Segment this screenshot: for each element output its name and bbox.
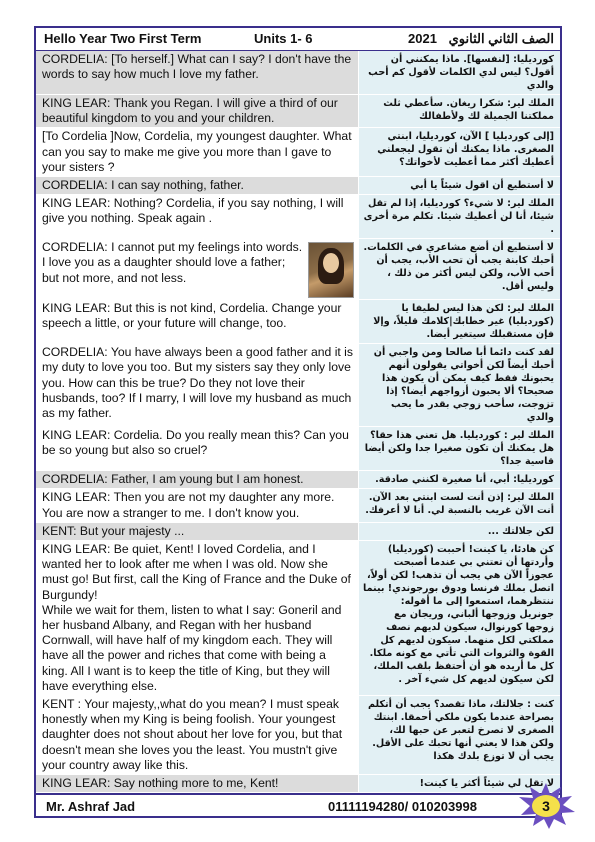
header-year: 2021 <box>408 31 437 46</box>
arabic-translation: الملك لير: لكن هذا ليس لطيفا يا (كورديليا) غير خطابك|كلامك قليلاً، وإلا فإن مستقبلك سيتغير أيضا. <box>358 300 560 343</box>
dialogue-row <box>36 51 560 95</box>
arabic-translation: لا أستطيع أن اقول شيئاً يا أبي <box>358 177 560 194</box>
dialogue-row <box>36 95 560 128</box>
header-units: Units 1- 6 <box>254 31 313 46</box>
arabic-translation: لقد كنت دائما أبا صالحا ومن واجبي أن أحبك أيضاً لكن أخواتي يقولون أنهم يحبونك فقط كيف يمكن أن يكون هذا صحيحا؟ ألا يحبون أزواجهم أيضا؟ إذا تزوجت، سأحب زوجي بقدر ما يحب والدي <box>358 344 560 426</box>
arabic-translation: لا أستطيع أن أضع مشاعري في الكلمات. أحبك كابنة يجب أن تحب الأب، يجب أن أحب الأب، ولكن ليس أكثر من ذلك ، وليس أقل. <box>358 239 560 299</box>
arabic-translation: كنت : جلالتك، ماذا تقصد؟ يجب أن أتكلم بصراحة عندما يكون ملكي أحمقا. ابنتك الصغرى لا تصرخ لتعبر عن حبها لك، ولكن هذا لا يعني أنها تحبك على الأقل. يجب أن لا توزع بلدك هكذا <box>358 696 560 774</box>
page-footer <box>36 793 560 818</box>
dialogue-row <box>36 239 560 300</box>
page-number-star <box>516 782 576 830</box>
arabic-translation: لا تقل لي شيئاً أكثر يا كينت! <box>358 775 560 792</box>
dialogue-row <box>36 300 560 344</box>
english-line: CORDELIA: I cannot put my feelings into words. I love you as a daughter should love a father; but not more, and not less. <box>42 240 303 285</box>
dialogue-row <box>36 523 560 541</box>
english-line: KING LEAR: But this is not kind, Cordelia. Change your speech a little, or your future will change, too. <box>42 301 342 331</box>
dialogue-row <box>36 195 560 239</box>
english-line: KING LEAR: Then you are not my daughter any more. You are now a stranger to me. I don't know you. <box>42 490 335 520</box>
arabic-translation: كورديليا: [لنفسها]. ماذا يمكنني أن أقول؟ ليس لدي الكلمات لأقول كم أحب والدي <box>358 51 560 94</box>
arabic-translation: لكن جلالتك ... <box>358 523 560 540</box>
arabic-translation: [إلى كورديليا ] الآن، كورديليا، ابنتي الصغرى. ماذا يمكنك أن تقول ليجعلني أعطيك أكثر مما أعطيت لأخواتك؟ <box>358 128 560 176</box>
dialogue-row <box>36 541 560 696</box>
arabic-translation: الملك لير: شكرا ريغان. سأعطي ثلث مملكتنا الجميلة لك ولأطفالك <box>358 95 560 127</box>
english-line: CORDELIA: I can say nothing, father. <box>36 177 358 194</box>
dialogue-row <box>36 471 560 489</box>
phone-numbers: 01111194280/ 010203998 <box>328 799 477 814</box>
page-header <box>36 28 560 52</box>
dialogue-row <box>36 696 560 775</box>
dialogue-row <box>36 344 560 427</box>
english-line: KING LEAR: Nothing? Cordelia, if you say nothing, I will give you nothing. Speak again . <box>42 196 344 226</box>
english-line: CORDELIA: You have always been a good father and it is my duty to love you too. But my sisters say they only love you. How can this be true? Do they not love their husbands, too? If I marry, I will love my husband as much as my father. <box>42 345 353 421</box>
english-line: KING LEAR: Be quiet, Kent! I loved Cordelia, and I wanted her to look after me when I was old. Now she must go! But first, call the King of France and the Duke of Burgundy! While we wait for them, listen to what I say: Goneril and her husband Albany, and Regan with her husband Cornwall, will have half of my kingdom each. They will have all the power and riches that come with being a king. All I want is to keep the title of King, but they will have everything else. <box>42 542 351 693</box>
dialogue-row <box>36 775 560 793</box>
dialogue-table <box>36 51 560 793</box>
english-line: CORDELIA: Father, I am young but I am honest. <box>36 471 358 488</box>
english-line: [To Cordelia ]Now, Cordelia, my youngest daughter. What can you say to make me give you more than I gave to your sisters ? <box>42 129 352 174</box>
arabic-translation: كورديليا: أبي، أنا صغيرة لكنني صادقة. <box>358 471 560 488</box>
header-title: Hello Year Two First Term <box>44 31 202 46</box>
header-grade: الصف الثاني الثانوي <box>448 31 554 46</box>
english-line: KING LEAR: Say nothing more to me, Kent! <box>36 775 358 792</box>
english-line: KING LEAR: Thank you Regan. I will give a third of our beautiful kingdom to you and your children. <box>36 95 358 127</box>
english-line: KENT : Your majesty,,what do you mean? I must speak honestly when my King is being foolish. Your youngest daughter does not shout about her love for you, but that doesn't mean she loves you the least. You mustn't give your country away like this. <box>42 697 343 772</box>
arabic-translation: الملك لير : كورديليا. هل تعني هذا حقا؟ هل يمكنك أن تكون صغيرا جدا ولكن أيضا قاسية جدا؟ <box>358 427 560 470</box>
dialogue-row <box>36 489 560 522</box>
arabic-translation: الملك لير: إذن أنت لست ابنتي بعد الآن. أنت الآن غريب بالنسبة لي. أنا لا أعرفك. <box>358 489 560 521</box>
dialogue-row <box>36 427 560 471</box>
author-name: Mr. Ashraf Jad <box>46 799 136 814</box>
english-line: KENT: But your majesty ... <box>36 523 358 540</box>
arabic-translation: كن هادئا، يا كينت! أحببت (كورديليا) وأردتها أن تعتني بي عندما أصبحت عجوزاً الآن هي يجب أن تذهب! لكن أولاً، اتصل بملك فرنسا ودوق بورجوندي! بينما ننتظرهما، استمعوا إلى ما أقوله: جونريل وزوجها ألباني، وريجان مع زوجها كورنوال، سيكون لديهم نصف مملكتي لكل منهما. سيكون لديهم كل القوة والثروات التي تأتي مع كونه ملكا. كل ما أريده هو أن أحتفظ بلقب الملك، لكن سيكون لديهم كل شيء آخر . <box>358 541 560 695</box>
dialogue-row <box>36 128 560 177</box>
page-number: 3 <box>542 798 550 814</box>
arabic-translation: الملك لير: لا شيء؟ كورديليا، إذا لم تقل شيئا، أنا لن أعطيك شيئا. تكلم مرة أخرى . <box>358 195 560 238</box>
cordelia-portrait <box>308 242 354 298</box>
english-line: KING LEAR: Cordelia. Do you really mean this? Can you be so young but also so cruel? <box>42 428 349 458</box>
english-line: CORDELIA: [To herself.] What can I say? I don't have the words to say how much I love my father. <box>36 51 358 94</box>
english-cell-with-portrait <box>36 239 358 299</box>
dialogue-row <box>36 177 560 195</box>
